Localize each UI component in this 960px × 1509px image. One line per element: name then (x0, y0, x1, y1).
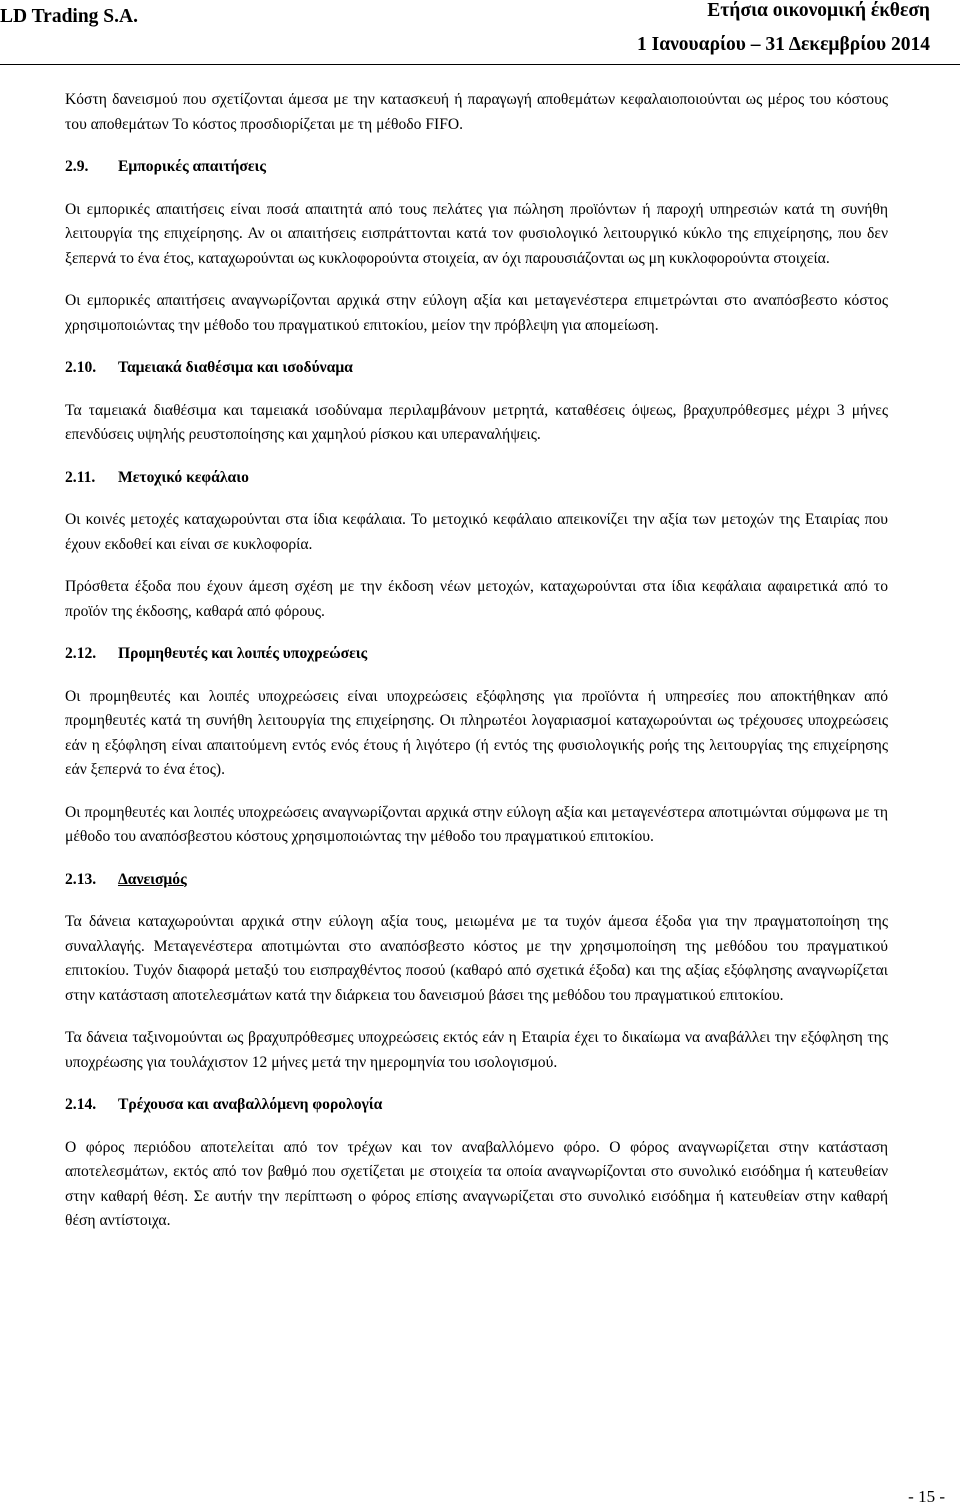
section-title: Εμπορικές απαιτήσεις (118, 158, 266, 175)
intro-paragraph: Κόστη δανεισμού που σχετίζονται άμεσα με την κατασκευή ή παραγωγή αποθεμάτων κεφαλαιοποιούνται ως μέρος του κόστους του αποθεμάτων Το κόστος προσδιορίζεται με τη μέθοδο FIFO. (65, 91, 888, 133)
section-title: Μετοχικό κεφάλαιο (118, 468, 249, 486)
section-title: Δανεισμός (118, 870, 187, 888)
section-number: 2.13. (65, 870, 97, 888)
section-number: 2.14. (65, 1096, 97, 1113)
section-number: 2.11. (65, 468, 96, 486)
section-number: 2.9. (65, 158, 89, 175)
paragraph: Πρόσθετα έξοδα που έχουν άμεση σχέση με την έκδοση νέων μετοχών, καταχωρούνται στα ίδια κεφάλαια αφαιρετικά από το προϊόν της έκδοσης, καθαρά από φόρους. (65, 578, 888, 620)
section-heading-2-12 (65, 642, 888, 667)
section-heading-2-14 (65, 1093, 888, 1118)
paragraph: Οι εμπορικές απαιτήσεις είναι ποσά απαιτητά από τους πελάτες για πώληση προϊόντων ή παροχή υπηρεσιών κατά τη συνήθη λειτουργία της επιχείρησης. Αν οι απαιτήσεις εισπράττονται κατά τον φυσιολογικό λειτουργικό κύκλο της επιχείρησης, που δεν ξεπερνά το ένα έτος, καταχωρούνται ως κυκλοφορούντα στοιχεία, αν όχι παρουσιάζονται ως μη κυκλοφορούντα στοιχεία. (65, 200, 888, 267)
section-title: Ταμειακά διαθέσιμα και ισοδύναμα (118, 359, 353, 376)
header-rule (0, 64, 960, 65)
paragraph: Οι κοινές μετοχές καταχωρούνται στα ίδια κεφάλαια. Το μετοχικό κεφάλαιο απεικονίζει την αξία των μετοχών της Εταιρίας που έχουν εκδοθεί και είναι σε κυκλοφορία. (65, 511, 888, 553)
page-content (65, 88, 888, 1252)
section-heading-2-13 (65, 868, 888, 893)
report-period: 1 Ιανουαρίου – 31 Δεκεμβρίου 2014 (637, 34, 930, 55)
paragraph: Τα ταμειακά διαθέσιμα και ταμειακά ισοδύναμα περιλαμβάνουν μετρητά, καταθέσεις όψεως, βραχυπρόθεσμες μέχρι 3 μήνες επενδύσεις υψηλής ρευστοποίησης και χαμηλού ρίσκου και υπεραναλήψεις. (65, 401, 888, 443)
paragraph: Τα δάνεια καταχωρούνται αρχικά στην εύλογη αξία τους, μειωμένα με τα τυχόν άμεσα έξοδα για την πραγματοποίηση της συναλλαγής. Μεταγενέστερα αποτιμώνται στο αναπόσβεστο κόστος με την χρησιμοποίηση της μεθόδου του πραγματικού επιτοκίου. Τυχόν διαφορά μεταξύ του εισπραχθέντος ποσού (καθαρό από σχετικά έξοδα) και της αξίας εξόφλησης αναγνωρίζεται στην κατάσταση αποτελεσμάτων κατά την διάρκεια του δανεισμού βάσει της μεθόδου του πραγματικού επιτοκίου. (65, 913, 888, 1004)
section-title: Τρέχουσα και αναβαλλόμενη φορολογία (118, 1096, 383, 1113)
section-number: 2.12. (65, 645, 97, 662)
company-name: LD Trading S.A. (0, 6, 138, 27)
section-number: 2.10. (65, 359, 97, 376)
paragraph: Οι προμηθευτές και λοιπές υποχρεώσεις είναι υποχρεώσεις εξόφλησης για προϊόντα ή υπηρεσίες που αποκτήθηκαν από προμηθευτές κατά τη συνήθη λειτουργία της επιχείρησης. Οι πληρωτέοι λογαριασμοί καταχωρούνται ως τρέχουσες υποχρεώσεις εάν η εξόφληση είναι απαιτούμενη εντός ενός έτους ή λιγότερο (ή εντός της φυσιολογικής ροής της λειτουργίας της επιχείρησης εάν ξεπερνά το ένα έτος). (65, 687, 888, 778)
section-heading-2-10 (65, 356, 888, 381)
paragraph: Οι προμηθευτές και λοιπές υποχρεώσεις αναγνωρίζονται αρχικά στην εύλογη αξία και μεταγενέστερα αποτιμώνται σύμφωνα με τη μέθοδο του αναπόσβεστου κόστους χρησιμοποιώντας την μέθοδο του πραγματικού επιτοκίου. (65, 803, 888, 845)
section-heading-2-9 (65, 155, 888, 180)
paragraph: Ο φόρος περιόδου αποτελείται από τον τρέχων και τον αναβαλλόμενο φόρο. Ο φόρος αναγνωρίζεται στην κατάσταση αποτελεσμάτων, εκτός από τον βαθμό που σχετίζεται με στοιχεία τα οποία αναγνωρίζονται στο συνολικό εισόδημα ή κατευθείαν στην καθαρή θέση. Σε αυτήν την περίπτωση ο φόρος επίσης αναγνωρίζεται στο συνολικό εισόδημα ή κατευθείαν στην καθαρή θέση αντίστοιχα. (65, 1138, 888, 1229)
page-header (0, 0, 960, 66)
section-title: Προμηθευτές και λοιπές υποχρεώσεις (118, 645, 368, 662)
paragraph: Τα δάνεια ταξινομούνται ως βραχυπρόθεσμες υποχρεώσεις εκτός εάν η Εταιρία έχει το δικαίωμα να αναβάλλει την εξόφληση της υποχρέωσης για τουλάχιστον 12 μήνες μετά την ημερομηνία του ισολογισμού. (65, 1029, 888, 1071)
paragraph: Οι εμπορικές απαιτήσεις αναγνωρίζονται αρχικά στην εύλογη αξία και μεταγενέστερα επιμετρώνται στο αναπόσβεστο κόστος χρησιμοποιώντας την μέθοδο του πραγματικού επιτοκίου, μείον την πρόβλεψη για απομείωση. (65, 292, 888, 334)
section-heading-2-11 (65, 466, 888, 491)
page-number: - 15 - (908, 1487, 945, 1506)
report-title: Ετήσια οικονομική έκθεση (707, 0, 930, 21)
